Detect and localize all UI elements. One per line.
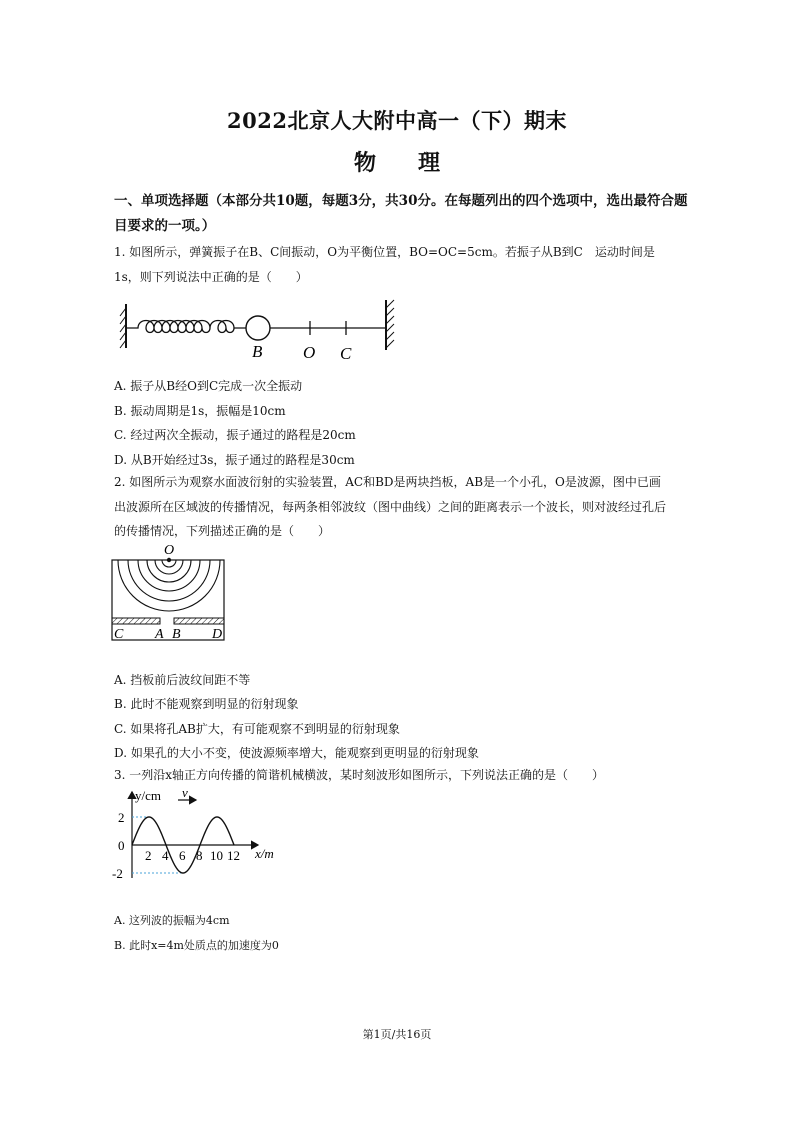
q1-spring-figure — [114, 296, 410, 366]
page-number: 第1页/共16页 — [362, 1028, 432, 1041]
x-axis-label: x/m — [255, 846, 274, 861]
label-b: B — [252, 342, 263, 361]
y-tick-0: 0 — [118, 838, 125, 853]
q1-option-d: D. 从B开始经过3s，振子通过的路程是30cm — [114, 453, 355, 467]
q3-option-a: A. 这列波的振幅为4cm — [114, 914, 230, 927]
x-tick-2: 2 — [145, 848, 152, 863]
label-o: O — [303, 343, 316, 362]
label-c: C — [114, 627, 124, 642]
section-heading: 一、单项选择题（本部分共10题，每题3分，共30分。在每题列出的四个选项中，选出最符合题目要求的一项。） — [114, 193, 688, 234]
subject-char-1: 物 — [353, 150, 376, 176]
wavefronts — [118, 560, 220, 611]
q2-option-a: A. 挡板前后波纹间距不等 — [114, 673, 251, 687]
y-axis-label: y/cm — [135, 788, 161, 803]
q1-option-c: C. 经过两次全振动，振子通过的路程是20cm — [114, 428, 356, 442]
q3-wave-chart — [108, 786, 284, 886]
q1-option-a: A. 振子从B经O到C完成一次全振动 — [114, 379, 303, 393]
velocity-label: v — [182, 786, 188, 800]
barrier-bd — [174, 618, 224, 624]
label-b: B — [172, 627, 181, 642]
x-tick-6: 6 — [179, 848, 186, 863]
q2-line2: 出波源所在区域波的传播情况，每两条相邻波纹（图中曲线）之间的距离表示一个波长，则对波经过孔后 — [114, 500, 667, 514]
label-o: O — [164, 543, 175, 558]
x-tick-4: 4 — [162, 848, 169, 863]
q2-line3: 的传播情况，下列描述正确的是（ ） — [114, 524, 331, 538]
q2-option-c: C. 如果将孔AB扩大，有可能观察不到明显的衍射现象 — [114, 722, 400, 736]
exam-title: 2022北京人大附中高一（下）期末 — [227, 108, 567, 133]
oscillator-ball — [246, 316, 270, 340]
label-c: C — [340, 344, 352, 363]
subject-char-2: 理 — [418, 150, 441, 176]
q2-option-b: B. 此时不能观察到明显的衍射现象 — [114, 697, 299, 711]
q3-line1: 3. 一列沿x轴正方向传播的简谐机械横波，某时刻波形如图所示，下列说法正确的是（ ） — [114, 768, 605, 782]
q1-line2: 1s，则下列说法中正确的是（ ） — [114, 270, 308, 284]
q1-line1: 1. 如图所示，弹簧振子在B、C间振动，O为平衡位置，BO=OC=5cm。若振子从B到C 运动时间是 — [114, 245, 655, 259]
q2-diffraction-figure — [108, 542, 232, 660]
spring — [126, 321, 246, 333]
x-tick-10: 10 — [210, 848, 223, 863]
x-tick-12: 12 — [227, 848, 240, 863]
q2-line1: 2. 如图所示为观察水面波衍射的实验装置，AC和BD是两块挡板，AB是一个小孔，O是波源，图中已画 — [114, 475, 661, 489]
x-tick-8: 8 — [196, 848, 203, 863]
label-a: A — [155, 627, 164, 642]
water-tank — [112, 560, 224, 640]
y-tick-neg2: -2 — [112, 866, 123, 881]
barrier-ac — [112, 618, 160, 624]
q2-option-d: D. 如果孔的大小不变，使波源频率增大，能观察到更明显的衍射现象 — [114, 746, 479, 760]
q3-option-b: B. 此时x=4m处质点的加速度为0 — [114, 939, 279, 952]
y-tick-2: 2 — [118, 810, 125, 825]
subject-title — [0, 146, 794, 177]
right-wall-hatch — [386, 300, 394, 348]
label-d: D — [212, 627, 223, 642]
wave-source — [167, 558, 171, 562]
q1-option-b: B. 振动周期是1s，振幅是10cm — [114, 404, 286, 418]
